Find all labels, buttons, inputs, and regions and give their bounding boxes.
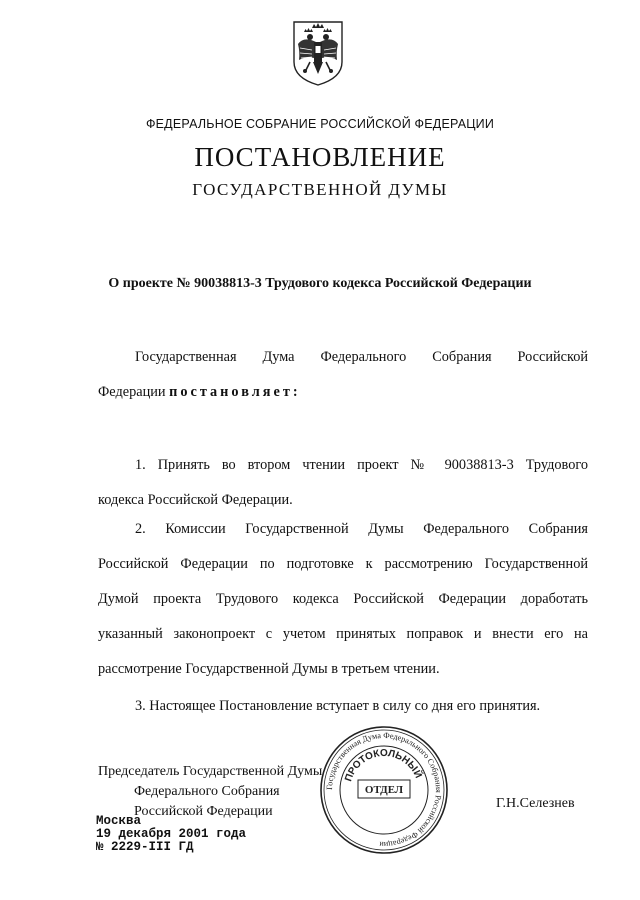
preamble-paragraph: [98, 340, 588, 410]
resolution-subject: О проекте № 90038813-3 Трудового кодекса Российской Федерации: [108, 276, 532, 291]
item-1-line: кодекса Российской Федерации.: [98, 492, 293, 508]
document-meta: [96, 815, 246, 854]
item-2-paragraph: [98, 512, 588, 687]
item-2-line: указанный законопроект с учетом принятых поправок и внести его на: [98, 626, 588, 642]
document-number: № 2229-III ГД: [96, 840, 194, 854]
decree-word: постановляет:: [169, 384, 301, 400]
organization-name: ФЕДЕРАЛЬНОЕ СОБРАНИЕ РОССИЙСКОЙ ФЕДЕРАЦИИ: [145, 117, 495, 131]
preamble-line: Государственная Дума Федерального Собрания Российской: [135, 349, 588, 365]
item-1-line: 1. Принять во втором чтении проект № 90038813-3 Трудового: [135, 457, 588, 473]
item-3-paragraph: 3. Настоящее Постановление вступает в силу со дня его принятия.: [135, 698, 541, 714]
document-subtitle: ГОСУДАРСТВЕННОЙ ДУМЫ: [192, 180, 448, 199]
signatory-name: Г.Н.Селезнев: [496, 796, 575, 811]
stamp-ring-text: Государственная Дума Федерального Собрания Российской Федерации: [324, 730, 444, 850]
item-2-line: 2. Комиссии Государственной Думы Федерального Собрания: [135, 521, 588, 537]
preamble-line: [98, 375, 588, 410]
document-city: Москва: [96, 814, 142, 828]
document-title: ПОСТАНОВЛЕНИЕ: [194, 142, 446, 172]
position-line: Федерального Собрания: [134, 784, 280, 799]
item-2-line: Думой проекта Трудового кодекса Российской Федерации доработать: [98, 591, 588, 607]
position-line: Российской Федерации: [134, 804, 273, 819]
official-stamp: [318, 724, 450, 856]
item-1-paragraph: [98, 448, 588, 518]
preamble-text: Федерации: [98, 384, 166, 400]
item-2-line: Российской Федерации по подготовке к рассмотрению Государственной: [98, 556, 588, 572]
document-date: 19 декабря 2001 года: [96, 827, 247, 841]
coat-of-arms-emblem: [290, 18, 346, 88]
item-2-line: рассмотрение Государственной Думы в третьем чтении.: [98, 661, 440, 677]
position-line: Председатель Государственной Думы: [98, 764, 323, 779]
stamp-inner-text: ПРОТОКОЛЬНЫЙ: [343, 747, 424, 784]
stamp-center-text: ОТДЕЛ: [364, 784, 404, 796]
signatory-position: [98, 762, 322, 822]
